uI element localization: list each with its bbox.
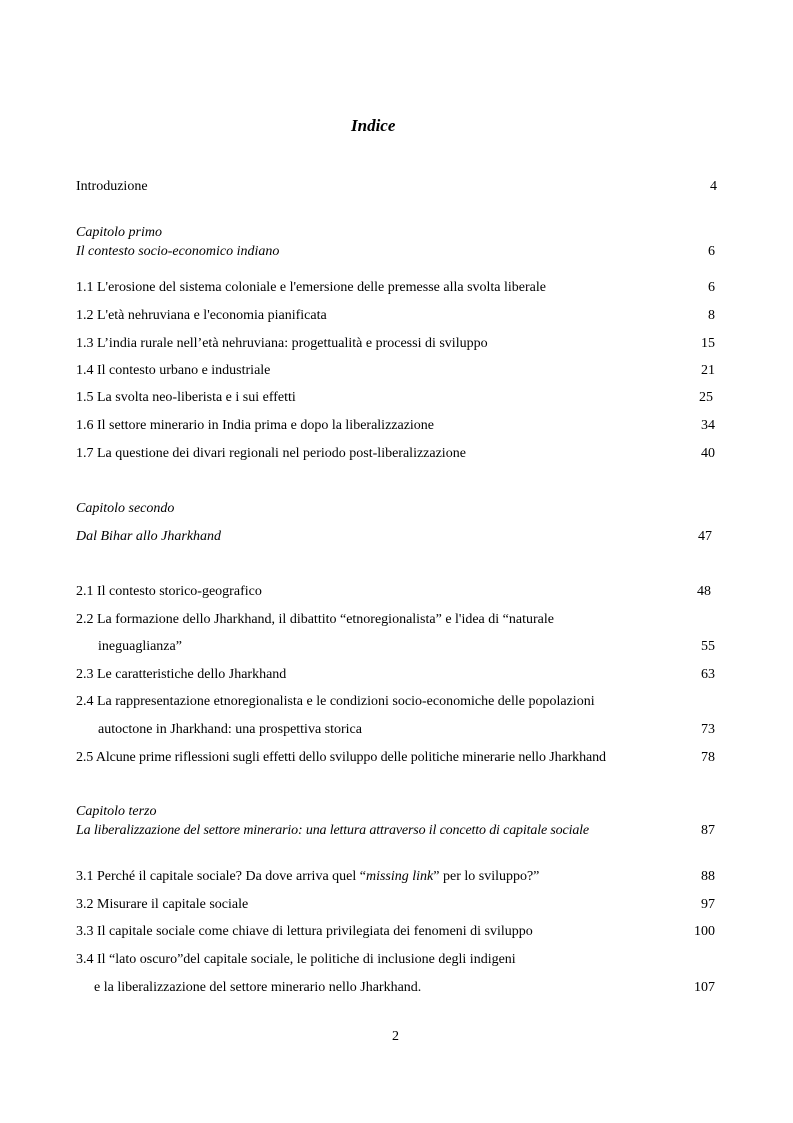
chapter-2-title: Dal Bihar allo Jharkhand bbox=[76, 529, 222, 544]
chapter-3-title: La liberalizzazione del settore minerario: una lettura attraverso il concetto di capitale sociale bbox=[76, 823, 589, 838]
toc-entry: 2.1 Il contesto storico-geografico bbox=[76, 584, 262, 599]
toc-entry: 1.7 La questione dei divari regionali nel periodo post-liberalizzazione bbox=[76, 446, 466, 461]
chapter-2-heading: Capitolo secondo bbox=[76, 501, 175, 516]
chapter-1-page: 6 bbox=[708, 244, 715, 259]
toc-entry: 2.3 Le caratteristiche dello Jharkhand bbox=[76, 667, 287, 682]
toc-entry: 3.4 Il “lato oscuro”del capitale sociale, le politiche di inclusione degli indigeni bbox=[76, 952, 516, 967]
toc-entry: 1.1 L'erosione del sistema coloniale e l'emersione delle premesse alla svolta liberale bbox=[76, 280, 546, 295]
toc-page: 40 bbox=[701, 446, 715, 461]
toc-entry: 1.2 L'età nehruviana e l'economia pianificata bbox=[76, 308, 327, 323]
chapter-1-title: Il contesto socio-economico indiano bbox=[76, 244, 280, 259]
toc-page: 8 bbox=[708, 308, 715, 323]
chapter-1-heading: Capitolo primo bbox=[76, 225, 162, 240]
toc-page: 97 bbox=[701, 897, 715, 912]
toc-page: 63 bbox=[701, 667, 715, 682]
toc-page: 21 bbox=[701, 363, 715, 378]
toc-entry: 1.3 L’india rurale nell’età nehruviana: progettualità e processi di sviluppo bbox=[76, 336, 488, 351]
toc-entry: 2.5 Alcune prime riflessioni sugli effetti dello sviluppo delle politiche minerarie nello Jharkhand bbox=[76, 750, 606, 765]
toc-page: 6 bbox=[708, 280, 715, 295]
toc-page: 78 bbox=[701, 750, 715, 765]
toc-page: 48 bbox=[697, 584, 711, 599]
toc-entry-continuation: ineguaglianza” bbox=[98, 639, 182, 654]
chapter-3-heading: Capitolo terzo bbox=[76, 804, 157, 819]
toc-page: 107 bbox=[694, 980, 715, 995]
page-title: Indice bbox=[351, 116, 396, 135]
toc-entry bbox=[76, 869, 539, 885]
toc-entry: 1.6 Il settore minerario in India prima e dopo la liberalizzazione bbox=[76, 418, 435, 433]
toc-page: 88 bbox=[701, 869, 715, 884]
toc-page: 15 bbox=[701, 336, 715, 351]
toc-page: 55 bbox=[701, 639, 715, 654]
toc-page: 100 bbox=[694, 924, 715, 939]
toc-page: 25 bbox=[699, 390, 713, 405]
page-number: 2 bbox=[392, 1029, 399, 1044]
chapter-2-page: 47 bbox=[698, 529, 712, 544]
toc-entry: 3.3 Il capitale sociale come chiave di lettura privilegiata dei fenomeni di sviluppo bbox=[76, 924, 533, 939]
toc-page: 73 bbox=[701, 722, 715, 737]
chapter-3-page: 87 bbox=[701, 823, 715, 838]
toc-entry-emphasis: missing link bbox=[365, 869, 434, 884]
toc-entry-text: ” per lo sviluppo?” bbox=[433, 869, 540, 884]
toc-entry: 2.4 La rappresentazione etnoregionalista e le condizioni socio-economiche delle popolazioni bbox=[76, 694, 595, 709]
toc-entry: 1.4 Il contesto urbano e industriale bbox=[76, 363, 271, 378]
toc-page: 34 bbox=[701, 418, 715, 433]
toc-entry-text: 3.1 Perché il capitale sociale? Da dove arriva quel “ bbox=[76, 869, 366, 884]
toc-entry-introduction: Introduzione bbox=[76, 179, 148, 194]
toc-entry-continuation: e la liberalizzazione del settore minerario nello Jharkhand. bbox=[94, 980, 422, 995]
toc-entry: 1.5 La svolta neo-liberista e i sui effetti bbox=[76, 390, 296, 405]
toc-entry: 3.2 Misurare il capitale sociale bbox=[76, 897, 249, 912]
toc-page-introduction: 4 bbox=[710, 179, 717, 194]
toc-entry-continuation: autoctone in Jharkhand: una prospettiva storica bbox=[98, 722, 362, 737]
toc-entry: 2.2 La formazione dello Jharkhand, il dibattito “etnoregionalista” e l'idea di “naturale bbox=[76, 612, 554, 627]
